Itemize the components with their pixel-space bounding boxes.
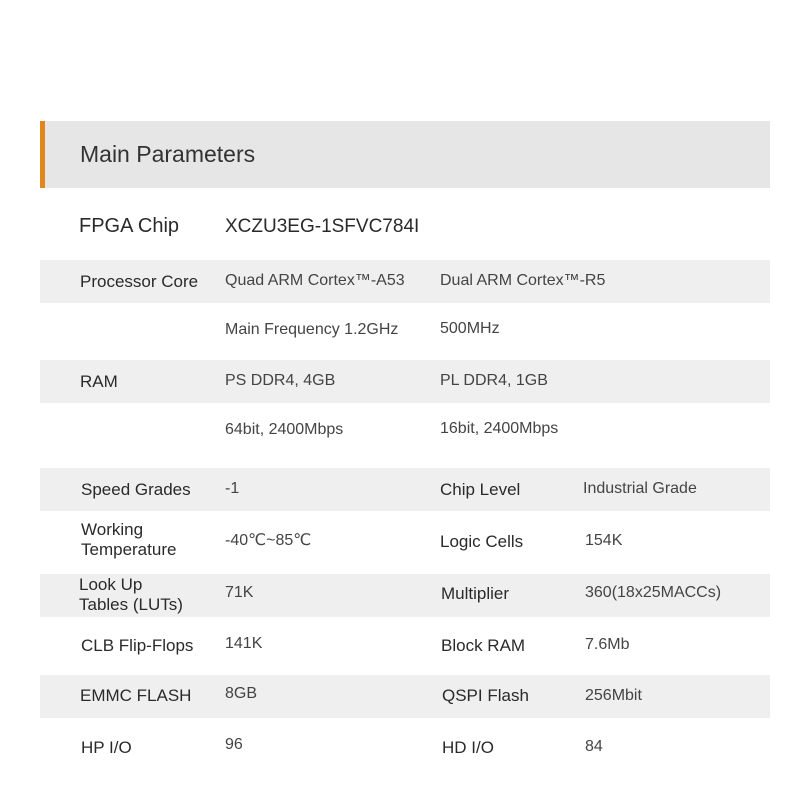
fpga-chip-label: FPGA Chip [79,215,180,237]
look-up-tables-value: 71K [225,584,254,601]
ram-speed-col2: 16bit, 2400Mbps [440,420,559,437]
look-up-tables-label-line2: Tables (LUTs) [79,595,183,614]
section-title: Main Parameters [80,141,256,167]
hd-io-label: HD I/O [442,738,494,757]
chip-level-value: Industrial Grade [583,480,697,497]
speed-grades-label: Speed Grades [81,480,191,499]
ram-col2: PL DDR4, 1GB [440,372,548,389]
emmc-flash-label: EMMC FLASH [80,686,192,705]
speed-grades-value: -1 [225,480,240,497]
ram-label: RAM [80,372,118,391]
header-accent-bar [40,121,45,188]
processor-frequency-col2: 500MHz [440,320,500,337]
row-ram [40,360,770,403]
logic-cells-value: 154K [585,532,623,549]
ram-speed-col1: 64bit, 2400Mbps [225,421,344,438]
row-clb-flip-flops [40,617,770,675]
section-header [40,121,770,188]
working-temperature-label-line2: Temperature [81,540,177,559]
row-fpga-chip [40,204,770,250]
row-hp-io [40,718,770,776]
row-emmc-flash [40,675,770,718]
working-temperature-label-line1: Working [81,520,144,539]
processor-core-col1: Quad ARM Cortex™-A53 [225,272,405,289]
qspi-flash-label: QSPI Flash [442,686,529,705]
hd-io-value: 84 [585,738,603,755]
row-speed-grades [40,468,770,511]
look-up-tables-label-line1: Look Up [79,575,143,594]
clb-flip-flops-value: 141K [225,635,263,652]
row-processor-frequency [40,303,770,360]
emmc-flash-value: 8GB [225,685,258,702]
block-ram-value: 7.6Mb [585,636,630,653]
row-working-temperature [40,511,770,574]
ram-col1: PS DDR4, 4GB [225,372,336,389]
row-look-up-tables [40,574,770,617]
chip-level-label: Chip Level [440,480,521,499]
qspi-flash-value: 256Mbit [585,687,642,704]
working-temperature-label [81,520,221,560]
row-processor-core [40,260,770,303]
logic-cells-label: Logic Cells [440,532,524,551]
processor-core-label: Processor Core [80,272,199,291]
multiplier-value: 360(18x25MACCs) [585,584,722,601]
block-ram-label: Block RAM [441,636,526,655]
working-temperature-value: -40℃~85℃ [225,532,312,549]
fpga-chip-value: XCZU3EG-1SFVC784I [225,216,420,237]
clb-flip-flops-label: CLB Flip-Flops [81,636,194,655]
hp-io-label: HP I/O [81,738,132,757]
hp-io-value: 96 [225,736,243,753]
row-ram-speed [40,403,770,468]
look-up-tables-label [79,575,219,615]
multiplier-label: Multiplier [441,584,510,603]
processor-frequency-col1: Main Frequency 1.2GHz [225,321,399,338]
processor-core-col2: Dual ARM Cortex™-R5 [440,272,606,289]
